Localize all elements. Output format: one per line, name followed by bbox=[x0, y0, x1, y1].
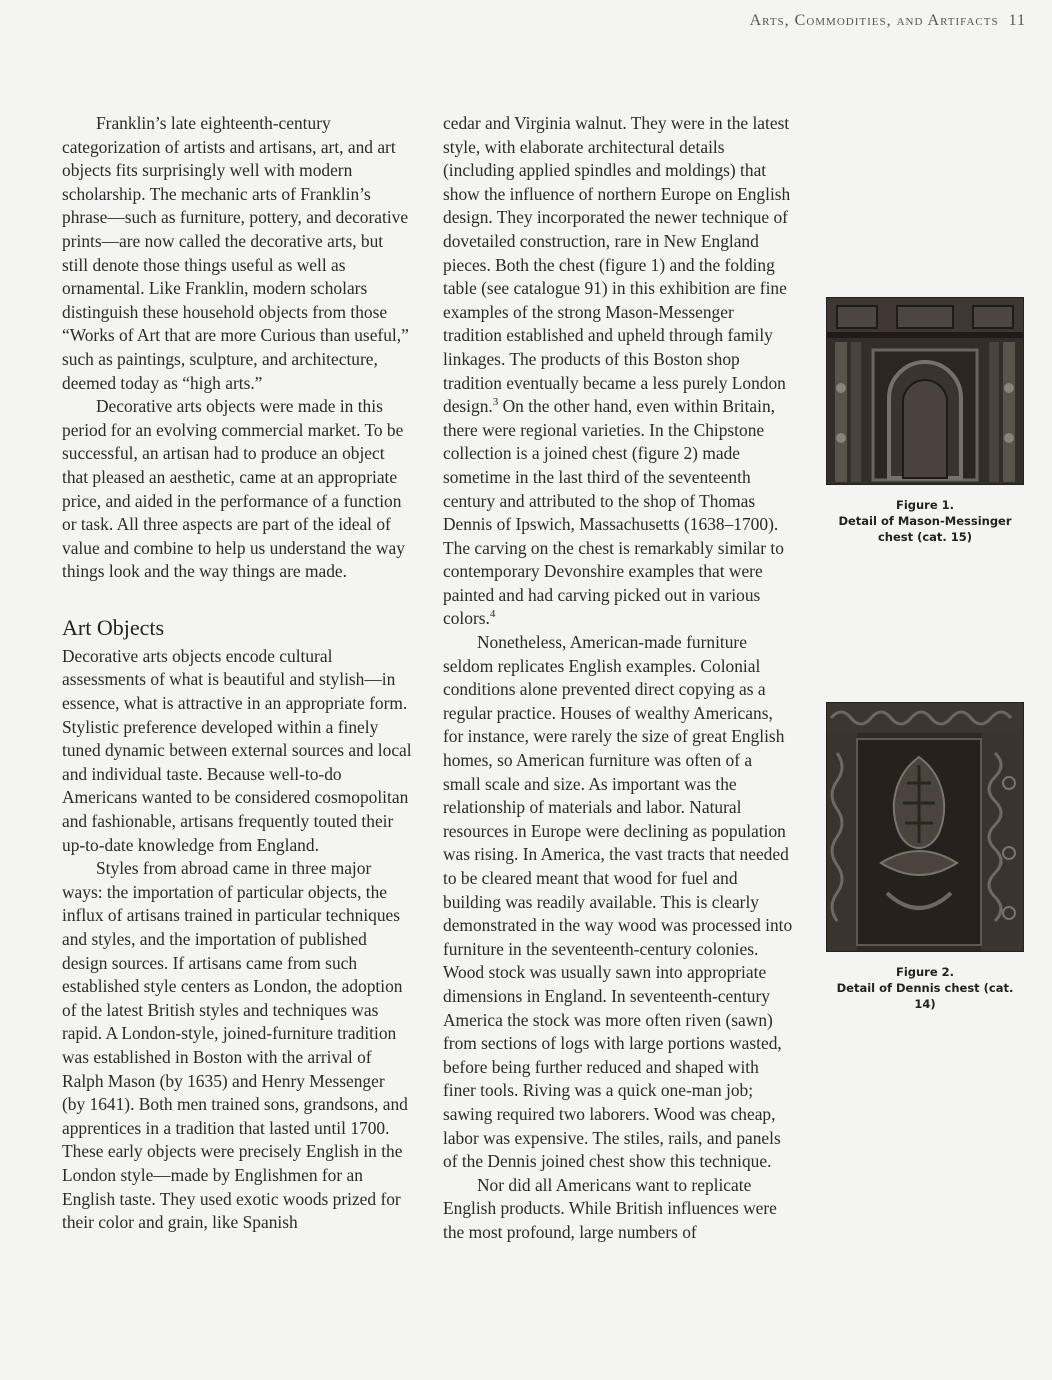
footnote-ref: 4 bbox=[489, 608, 496, 621]
figure-2 bbox=[826, 702, 1024, 1012]
running-head bbox=[750, 12, 1026, 30]
left-column bbox=[62, 112, 412, 1235]
chest-detail-illustration bbox=[827, 298, 1023, 484]
caption-line: Detail of Mason-Messinger bbox=[838, 514, 1012, 528]
paragraph-text: On the other hand, even within Britain, there were regional varieties. In the Chipstone collection is a joined chest (figure 2) made sometime in the last third of the seventeenth century and attributed to the shop of Thomas Dennis of Ipswich, Massachusetts (1638–1700). The carving on the chest is remarkably similar to contemporary Devonshire examples that were painted and had carving picked out in various colors. bbox=[443, 396, 784, 629]
paragraph: Nonetheless, American-made furniture seldom replicates English examples. Colonial conditions alone prevented direct copying as a regular practice. Houses of wealthy Americans, for instance, were rarely the size of great English homes, so American furniture was often of a small scale and size. As important was the relationship of materials and labor. Natural resources in Europe were declining as population was rising. In America, the vast tracts that needed to be cleared meant that wood for fuel and building was readily available. This is clearly demonstrated in the way wood was processed into furniture in the seventeenth-century colonies. Wood stock was usually sawn into appropriate dimensions in England. In seventeenth-century America the stock was more often riven (sawn) from sections of logs with large portions wasted, before being further reduced and shaped with finer tools. Riving was a quick one-man job; sawing required two laborers. Wood was cheap, labor was expensive. The stiles, rails, and panels of the Dennis joined chest show this technique. bbox=[443, 632, 793, 1172]
caption-line: Detail of Dennis chest (cat. 14) bbox=[836, 981, 1014, 1011]
dennis-chest-photo bbox=[826, 702, 1024, 952]
paragraph: Decorative arts objects were made in this period for an evolving commercial market. To be successful, an artisan had to produce an object that pleased an aesthetic, came at an appropriate price, and aided in the performance of a function or task. All three aspects are part of the ideal of value and combine to help us understand the way things look and the way things are made. bbox=[62, 396, 405, 582]
figure-1 bbox=[826, 297, 1024, 545]
page-number: 11 bbox=[1008, 12, 1026, 29]
paragraph: Nor did all Americans want to replicate English products. While British influences were the most profound, large numbers of bbox=[443, 1174, 777, 1242]
paragraph-text: cedar and Virginia walnut. They were in the latest style, with elaborate architectural details (including applied spindles and moldings) that show the influence of northern Europe on English design. They incorporated the newer technique of dovetailed construction, rare in New England pieces. Both the chest (figure 1) and the folding table (see catalogue 91) in this exhibition are fine examples of the strong Mason-Messenger tradition established and upheld through family linkages. The products of this Boston shop tradition eventually became a less purely London design. bbox=[443, 113, 791, 417]
running-head-title: Arts, Commodities, and Artifacts bbox=[749, 12, 999, 29]
mason-messinger-chest-photo bbox=[826, 297, 1024, 485]
paragraph: Decorative arts objects encode cultural assessments of what is beautiful and stylish—in essence, what is attractive in an appropriate form. Stylistic preference developed within a finely tuned dynamic between external sources and local and individual taste. Because well-to-do Americans wanted to be considered cosmopolitan and fashionable, artisans frequently touted their up-to-date knowledge from England. bbox=[62, 645, 412, 855]
figure-caption bbox=[826, 497, 1024, 545]
middle-column bbox=[443, 112, 793, 1245]
section-heading: Art Objects bbox=[62, 614, 165, 640]
figure-label: Figure 1. bbox=[895, 498, 955, 512]
figure-caption bbox=[826, 964, 1024, 1012]
footnote-ref: 3 bbox=[492, 396, 499, 409]
figure-label: Figure 2. bbox=[895, 965, 955, 979]
paragraph: Franklin’s late eighteenth-century categorization of artists and artisans, art, and art objects fits surprisingly well with modern scholarship. The mechanic arts of Franklin’s phrase—such as furniture, pottery, and decorative prints—are now called the decorative arts, but still denote those things useful as well as ornamental. Like Franklin, modern scholars distinguish these household objects from those “Works of Art that are more Curious than useful,” such as paintings, sculpture, and architecture, deemed today as “high arts.” bbox=[62, 113, 409, 393]
paragraph bbox=[443, 112, 793, 631]
carved-panel-illustration bbox=[827, 703, 1023, 951]
caption-line: chest (cat. 15) bbox=[877, 530, 973, 544]
paragraph: Styles from abroad came in three major ways: the importation of particular objects, the influx of artisans trained in particular techniques and styles, and the importation of published design sources. If artisans came from such established style centers as London, the adoption of the latest British styles and techniques was rapid. A London-style, joined-furniture tradition was established in Boston with the arrival of Ralph Mason (by 1635) and Henry Messenger (by 1641). Both men trained sons, grandsons, and apprentices in a tradition that lasted until 1700. These early objects were precisely English in the London style—made by Englishmen for an English taste. They used exotic woods prized for their color and grain, like Spanish bbox=[62, 858, 408, 1233]
